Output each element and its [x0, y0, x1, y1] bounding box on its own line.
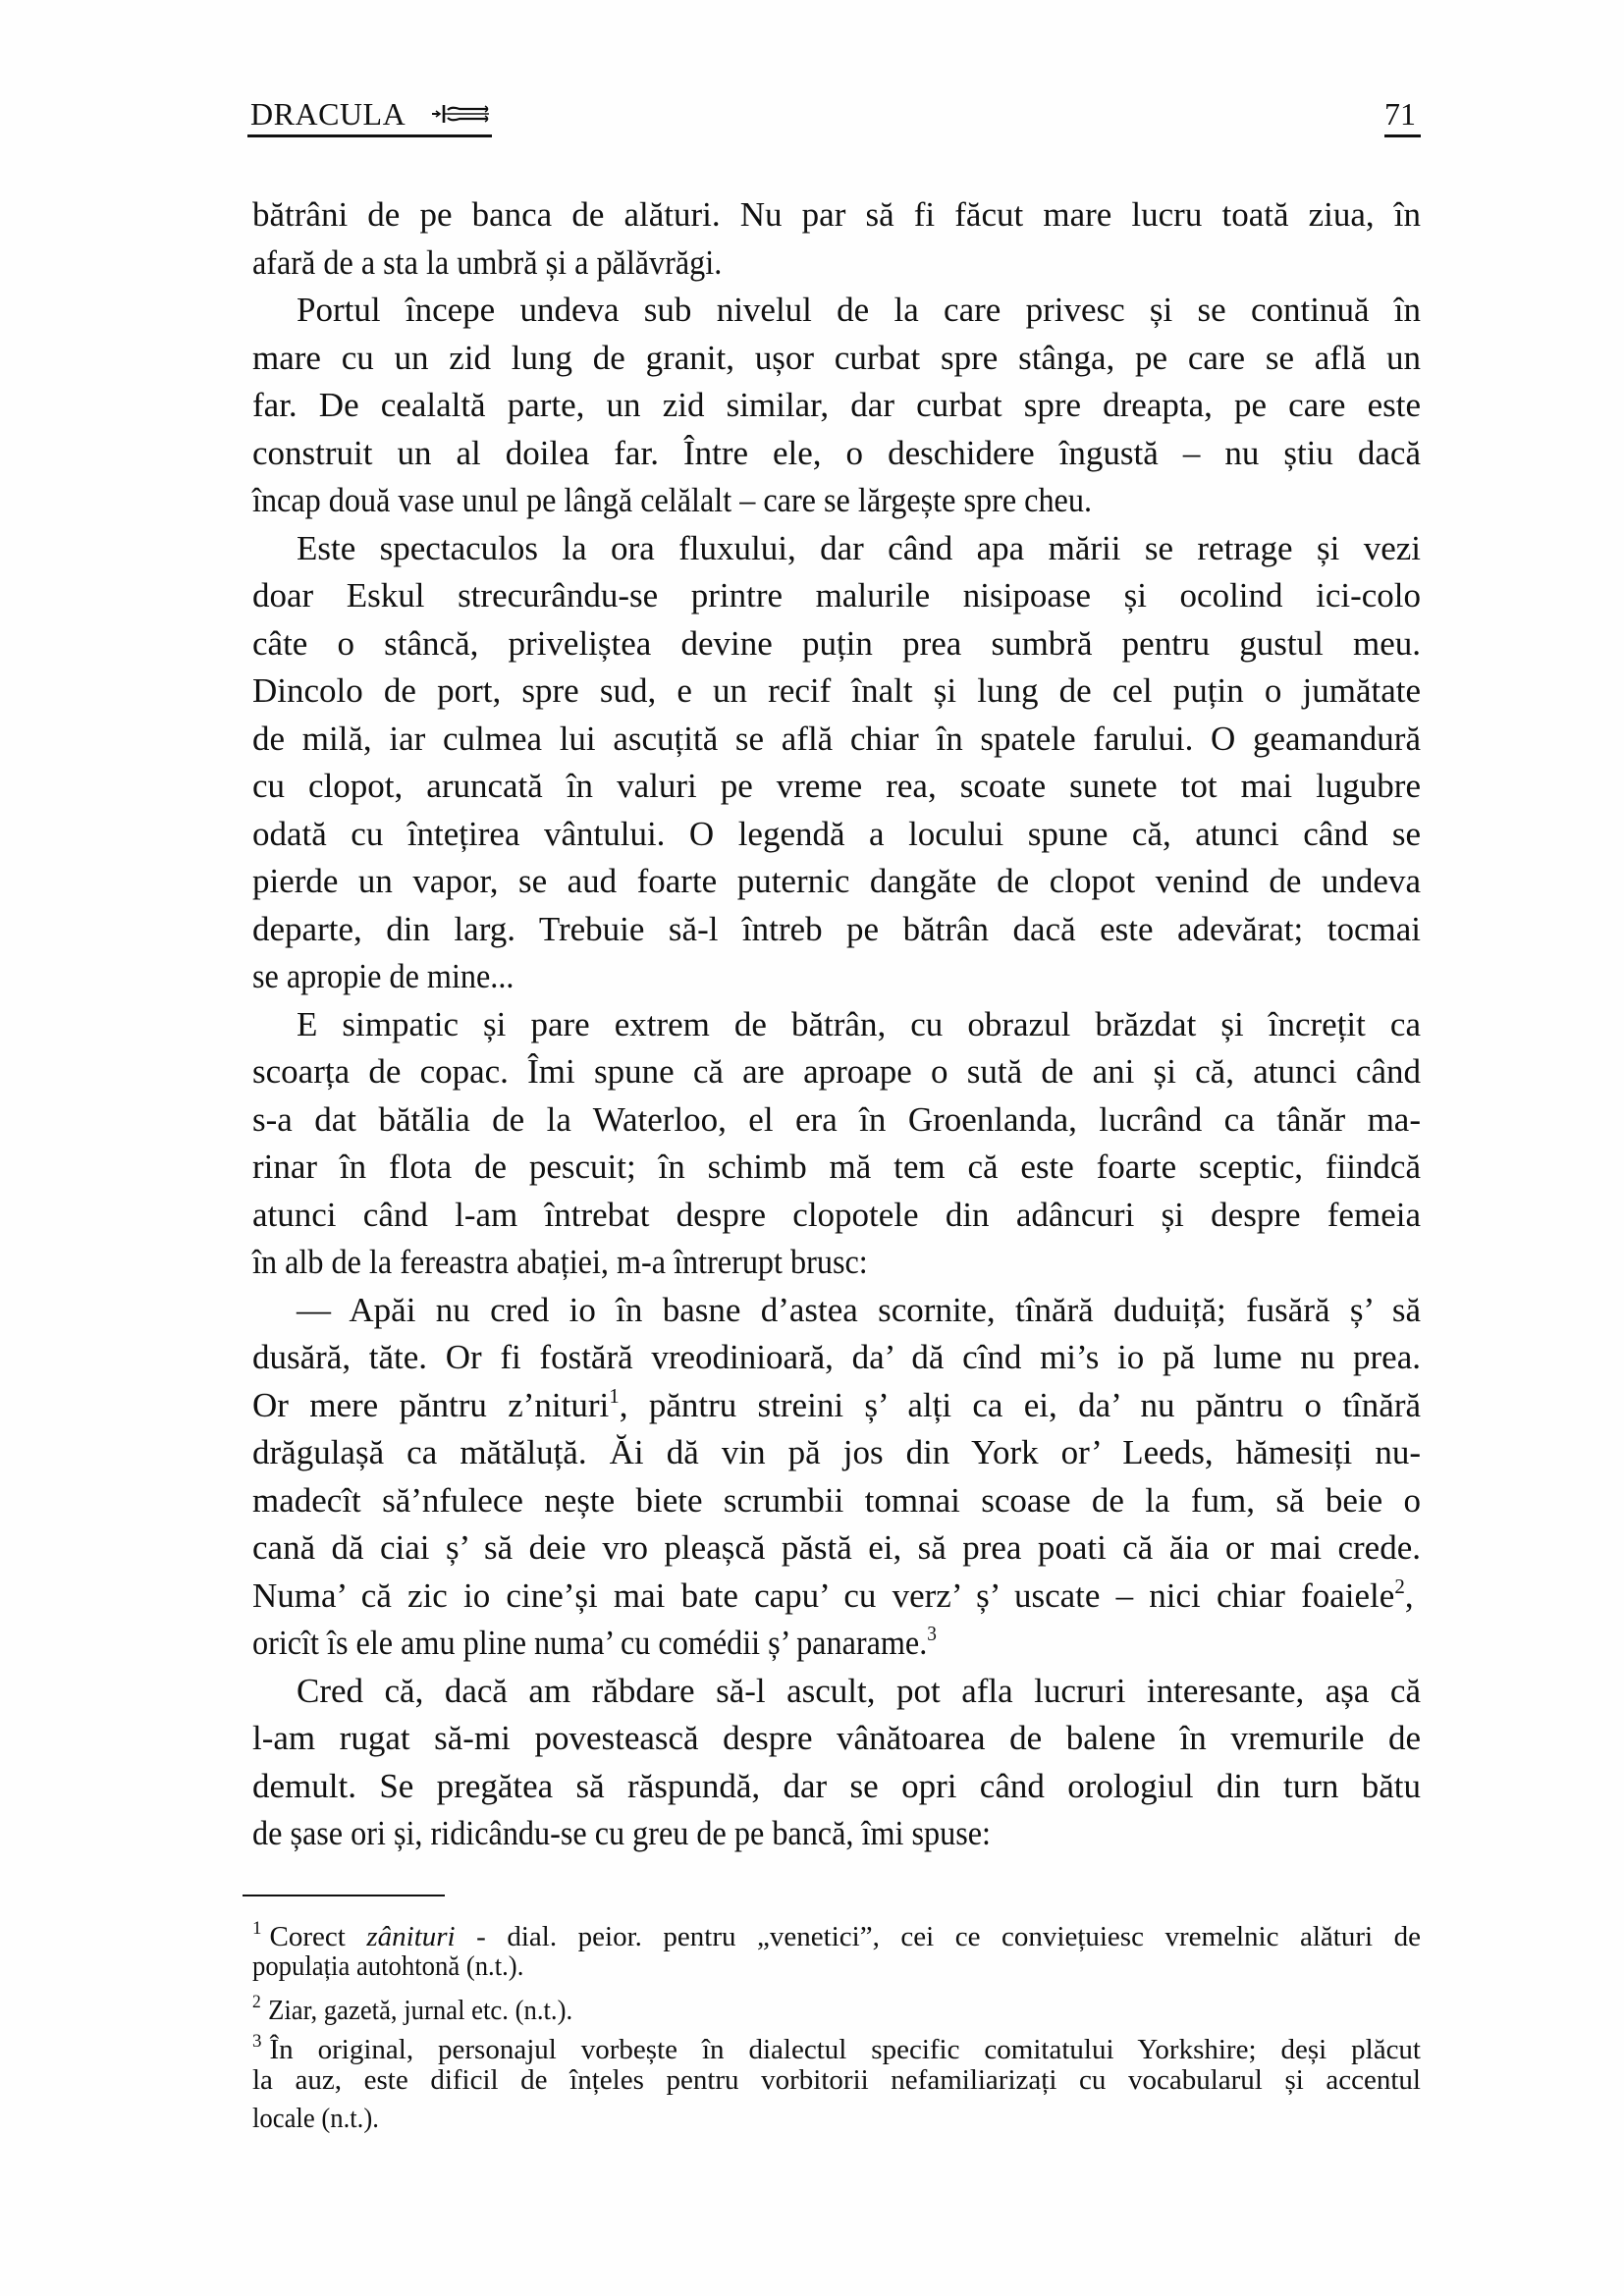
page-number: 71 — [1384, 96, 1416, 132]
text-line-content: Numa’ că zic io cine’și mai bate capu’ cu verz’ ș’ uscate – nici chiar foaiele$^2$, — [252, 1574, 1414, 1615]
text-line-content: oricît îs ele amu pline numa’ cu comédii ș’ panarame.$^3$ — [252, 1622, 937, 1662]
fleuron-dagger-icon — [430, 102, 491, 126]
text-line-content: de șase ori și, ridicându-se cu greu de pe bancă, îmi spuse: — [252, 1814, 991, 1852]
text-line-content: — Apăi nu cred io în basne d’astea scornite, tînără duduiță; fusără ș’ să — [297, 1290, 1421, 1329]
text-line — [252, 193, 1421, 237]
text-line — [252, 1431, 1421, 1474]
text-line-content: odată cu întețirea vântului. O legendă a locului spune că, atunci când se — [252, 814, 1421, 853]
running-title: DRACULA — [250, 96, 406, 132]
text-line — [252, 718, 1421, 761]
footnote-line — [252, 1985, 1421, 2026]
text-line-content: în alb de la fereastra abației, m-a întrerupt brusc: — [252, 1243, 868, 1281]
text-line — [252, 241, 1421, 285]
text-line-content: de milă, iar culmea lui ascuțită se află chiar în spatele farului. O geamandură — [252, 719, 1421, 758]
text-line-content: atunci când l-am întrebat despre clopotele din adâncuri și despre femeia — [252, 1195, 1421, 1234]
text-line — [252, 432, 1421, 475]
text-line-content: Cred că, dacă am răbdare să-l ascult, pot afla lucruri interesante, așa că — [297, 1671, 1421, 1710]
text-line — [252, 1765, 1421, 1808]
text-line-content: pierde un vapor, se aud foarte puternic dangăte de clopot venind de undeva — [252, 862, 1421, 900]
text-line-content: rinar în flota de pescuit; în schimb mă tem că este foarte sceptic, fiindcă — [252, 1148, 1421, 1186]
text-line-content: departe, din larg. Trebuie să-l întreb pe bătrân dacă este adevărat; tocmai — [252, 909, 1421, 948]
header-rule — [247, 134, 492, 137]
text-line-content: Este spectaculos la ora fluxului, dar când apa mării se retrage și vezi — [297, 528, 1421, 567]
footnote-line — [252, 2024, 1421, 2065]
footnote-reference[interactable]: 1 — [609, 1383, 620, 1408]
text-line-content: cu clopot, aruncată în valuri pe vreme rea, scoate sunete tot mai lugubre — [252, 767, 1421, 805]
text-line-content: câte o stâncă, priveliștea devine puțin prea sumbră pentru gustul meu. — [252, 623, 1421, 663]
text-line — [252, 908, 1421, 951]
text-line — [252, 574, 1421, 617]
text-line — [297, 1003, 1421, 1046]
text-line — [252, 955, 1421, 998]
text-line — [252, 337, 1421, 380]
footnote-line-text: locale (n.t.). — [252, 2103, 379, 2134]
footnote-term: zânituri — [366, 1921, 456, 1952]
text-line — [252, 860, 1421, 903]
text-line-content: doar Eskul strecurându-se printre malurile nisipoase și ocolind ici-colo — [252, 576, 1421, 614]
text-line-content: Portul începe undeva sub nivelul de la care privesc și se continuă în — [297, 291, 1421, 329]
footnote-line-text: În original, personajul vorbește în dialectul specific comitatului Yorkshire; deși plăcut — [269, 2034, 1421, 2065]
text-line — [252, 1098, 1421, 1142]
text-line-content: construit un al doilea far. Între ele, o deschidere îngustă – nu știu dacă — [252, 433, 1421, 472]
text-line — [252, 1146, 1421, 1189]
text-line-content: E simpatic și pare extrem de bătrân, cu obrazul brăzdat și încrețit ca — [297, 1004, 1421, 1043]
text-line — [252, 1050, 1421, 1094]
text-line — [252, 813, 1421, 856]
text-line — [252, 669, 1421, 713]
text-line-content: dusără, tăte. Or fi fostără vreodinioară, da’ dă cînd mi’s io pă lume nu prea. — [252, 1338, 1421, 1376]
text-line — [252, 1479, 1421, 1522]
footnote-number: 1 — [252, 1918, 262, 1939]
text-line — [297, 1289, 1421, 1332]
page-number-rule — [1384, 134, 1421, 137]
text-line-content: mare cu un zid lung de granit, ușor curbat spre stânga, pe care se află un — [252, 338, 1421, 377]
text-line-content: l-am rugat să-mi povestească despre vânătoarea de balene în vremurile de — [252, 1719, 1421, 1757]
text-line — [252, 765, 1421, 808]
text-line — [297, 1670, 1421, 1713]
footnote-line-text: la auz, este dificil de înțeles pentru vorbitorii nefamiliarizați cu vocabularul și accentul — [252, 2064, 1421, 2096]
text-line — [297, 527, 1421, 570]
footnote-reference[interactable]: 2 — [1394, 1574, 1405, 1598]
footnote-text — [252, 1949, 523, 1984]
footnote-line-text: - dial. peior. pentru „venetici”, cei ce conviețuiesc vremelnic alături de — [455, 1921, 1421, 1952]
text-line-content: Or mere păntru z’nituri$^1$, păntru streini ș’ alți ca ei, da’ nu păntru o tînără — [252, 1383, 1422, 1424]
text-line — [252, 1717, 1421, 1760]
text-line — [252, 1384, 1421, 1427]
text-line-content: Dincolo de port, spre sud, e un recif înalt și lung de cel puțin o jumătate — [252, 671, 1421, 710]
text-line — [252, 1812, 1421, 1855]
footnote-line-text: populația autohtonă (n.t.). — [252, 1950, 524, 1982]
footnote-line — [252, 1949, 1421, 1984]
text-line-content: afară de a sta la umbră și a pălăvrăgi. — [252, 242, 723, 282]
text-line-content: cană dă ciai ș’ să deie vro pleașcă păstă ei, să prea poati că ăia or mai crede. — [252, 1528, 1421, 1567]
footnote-reference[interactable]: 3 — [927, 1622, 937, 1645]
text-line — [252, 1526, 1421, 1570]
footnote-number: 3 — [252, 2031, 262, 2052]
text-line — [252, 1241, 1421, 1284]
footnote-line — [252, 2062, 1421, 2098]
text-line-content: drăgulașă ca mătăluță. Ăi dă vin pă jos din York or’ Leeds, hămesiți nu- — [252, 1433, 1421, 1471]
text-line — [252, 1336, 1421, 1379]
footnote-text — [252, 2024, 1421, 2067]
text-line — [252, 1194, 1421, 1237]
footnote-text — [252, 2101, 379, 2136]
text-line — [252, 1575, 1421, 1618]
text-line — [297, 289, 1421, 332]
text-line-content: s-a dat bătălia de la Waterloo, el era în Groenlanda, lucrând ca tânăr ma- — [252, 1099, 1421, 1139]
text-line-content: scoarța de copac. Îmi spune că are aproape o sută de ani și că, atunci când — [252, 1052, 1421, 1091]
text-line — [252, 479, 1421, 522]
footnote-separator — [243, 1895, 445, 1896]
text-line-content: bătrâni de pe banca de alături. Nu par să fi făcut mare lucru toată ziua, în — [252, 195, 1421, 234]
text-line — [252, 384, 1421, 427]
footnote-text — [252, 1985, 572, 2028]
text-line-content: încap două vase unul pe lângă celălalt – care se lărgește spre cheu. — [252, 481, 1093, 519]
footnote-number: 2 — [252, 1992, 261, 2012]
footnote-line-text: Ziar, gazetă, jurnal etc. (n.t.). — [268, 1995, 573, 2026]
text-line — [252, 622, 1421, 666]
footnote-line — [252, 2101, 1421, 2136]
text-line-content: demult. Se pregătea să răspundă, dar se opri când orologiul din turn bătu — [252, 1766, 1421, 1805]
text-line-content: madecît să’nfulece nește biete scrumbii tomnai scoase de la fum, să beie o — [252, 1480, 1421, 1520]
footnote-line — [252, 1911, 1421, 1952]
text-line — [252, 1622, 1421, 1665]
text-line-content: se apropie de mine... — [252, 957, 514, 995]
footnote-text — [252, 2062, 1421, 2098]
footnote-lead: Corect — [269, 1921, 367, 1952]
text-line-content: far. De cealaltă parte, un zid similar, dar curbat spre dreapta, pe care este — [252, 386, 1421, 424]
